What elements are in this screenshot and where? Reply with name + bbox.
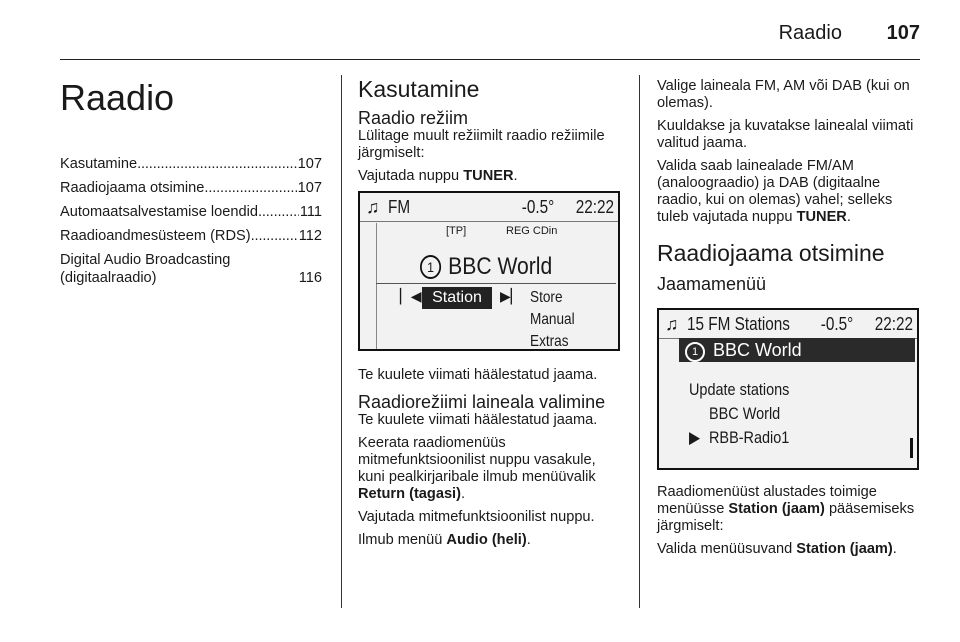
toc-entry[interactable]: Kasutamine . . . 107 xyxy=(60,155,322,173)
toc-entry[interactable]: Raadiojaama otsimine . . . 107 xyxy=(60,179,322,197)
music-note-icon: ♫ xyxy=(665,314,679,334)
paragraph: Te kuulete viimati häälestatud jaama. xyxy=(358,412,598,428)
menu-item-extras: Extras xyxy=(530,333,569,350)
paragraph: Vajutada nuppu TUNER. xyxy=(358,168,518,184)
paragraph: Kuuldakse ja kuvatakse lainealal viimati valitud jaama. xyxy=(657,118,914,151)
display-status-bar: ♫ 15 FM Stations -0.5° 22:22 xyxy=(659,310,917,339)
station-name: 1 BBC World xyxy=(420,253,552,281)
column-2 xyxy=(358,68,624,555)
station-tab: Station xyxy=(422,287,492,309)
paragraph: Valige laineala FM, AM või DAB (kui on olemas). xyxy=(657,78,910,111)
reg-indicator: REG CDin xyxy=(506,225,558,237)
subheading-laineala: Raadiorežiimi laineala valimine xyxy=(358,392,606,412)
menu-item-store: Store xyxy=(530,289,563,306)
section-heading-kasutamine: Kasutamine xyxy=(358,76,480,102)
column-divider-1 xyxy=(341,75,342,608)
play-icon: ▶ xyxy=(689,428,701,447)
scrollbar xyxy=(910,438,913,458)
next-icon: ▶▏ xyxy=(500,288,522,304)
tp-indicator: [TP] xyxy=(446,225,467,237)
subheading-jaamamenuu: Jaamamenüü xyxy=(657,274,767,294)
display-status-bar: ♫ FM -0.5° 22:22 xyxy=(360,193,618,222)
column-divider-2 xyxy=(639,75,640,608)
toc-entry[interactable]: Digital Audio Broadcasting (digitaalraadio) 116 xyxy=(60,252,322,286)
subheading-raadio-reziim: Raadio režiim xyxy=(358,108,469,128)
menu-item-manual: Manual xyxy=(530,311,575,328)
paragraph: Keerata raadiomenüüs mitmefunktsioonilist nuppu vasakule, kuni pealkirjaribale ilmub menüüvalik Return (tagasi). xyxy=(358,435,596,502)
running-title: Raadio xyxy=(778,22,842,44)
selected-station: 1 BBC World xyxy=(679,338,915,362)
station-menu-illustration xyxy=(657,308,919,470)
section-heading-otsimine: Raadiojaama otsimine xyxy=(657,240,885,266)
toc-entry[interactable]: Raadioandmesüsteem (RDS) . . . 112 xyxy=(60,227,322,245)
column-3 xyxy=(657,68,923,564)
toc-entry[interactable]: Automaatsalvestamise loendid . . . 111 xyxy=(60,203,322,221)
station-list-item: BBC World xyxy=(709,404,781,423)
header-rule xyxy=(60,59,920,60)
paragraph: Raadiomenüüst alustades toimige menüüsse Station (jaam) pääsemiseks järgmiselt: xyxy=(657,484,915,534)
page-header xyxy=(60,16,920,56)
paragraph: Lülitage muult režiimilt raadio režiimile järgmiselt: xyxy=(358,128,605,161)
paragraph: Valida saab lainealade FM/AM (analoograadio) ja DAB (digitaalne raadio, kui on olemas) vahel; selleks tuleb vajutada nuppu TUNER. xyxy=(657,158,893,225)
station-list-item: RBB-Radio1 xyxy=(709,428,790,447)
paragraph: Te kuulete viimati häälestatud jaama. xyxy=(358,367,598,383)
previous-icon: ▏◀ xyxy=(400,288,422,304)
chapter-title: Raadio xyxy=(60,77,175,118)
paragraph: Vajutada mitmefunktsioonilist nuppu. xyxy=(358,509,595,525)
page-number: 107 xyxy=(886,22,920,44)
paragraph: Valida menüüsuvand Station (jaam). xyxy=(657,541,897,557)
update-stations-item: Update stations xyxy=(689,380,790,399)
table-of-contents xyxy=(60,155,322,287)
paragraph: Ilmub menüü Audio (heli). xyxy=(358,532,531,548)
music-note-icon: ♫ xyxy=(366,197,380,217)
radio-display-illustration xyxy=(358,191,620,351)
column-1 xyxy=(60,68,322,293)
